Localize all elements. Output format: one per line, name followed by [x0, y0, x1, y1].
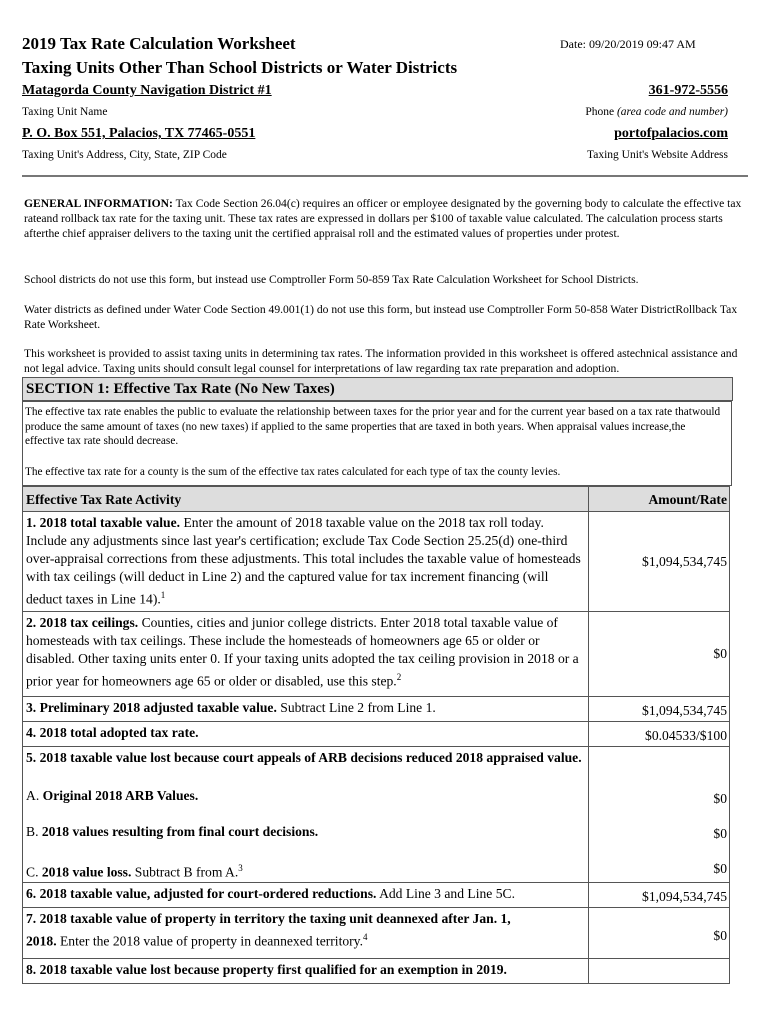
table-row — [22, 611, 730, 697]
phone-number: 361-972-5556 — [648, 83, 728, 98]
section-1-intro-county: The effective tax rate for a county is the sum of the effective tax rates calculated for each type of tax the county levies. — [25, 466, 561, 478]
address-label: Taxing Unit's Address, City, State, ZIP Code — [22, 149, 227, 161]
table-row — [22, 882, 730, 908]
line-4-description: 4. 2018 total adopted tax rate. — [23, 722, 589, 746]
taxing-unit-address: P. O. Box 551, Palacios, TX 77465-0551 — [22, 126, 256, 141]
line-6-description: 6. 2018 taxable value, adjusted for court-ordered reductions. Add Line 3 and Line 5C. — [23, 883, 589, 907]
line-5b-description: B. 2018 values resulting from final court decisions. — [26, 824, 319, 839]
table-header — [22, 486, 730, 512]
line-6-amount: $1,094,534,745 — [642, 889, 727, 904]
column-activity: Effective Tax Rate Activity — [23, 487, 589, 511]
worksheet-disclaimer: This worksheet is provided to assist taxing units in determining tax rates. The information provided in this worksheet is offered astechnical assistance and not legal advice. Taxing units should consult legal counsel for interpretations of law regarding tax rate preparation and adoption. — [24, 347, 738, 375]
line-5a-amount: $0 — [713, 791, 727, 806]
phone-label: Phone (area code and number) — [585, 106, 728, 118]
taxing-unit-name-label: Taxing Unit Name — [22, 106, 108, 118]
table-row — [22, 746, 730, 883]
table-row — [22, 511, 730, 612]
table-row — [22, 696, 730, 722]
line-5c-amount: $0 — [713, 861, 727, 876]
line-5b-amount: $0 — [713, 826, 727, 841]
line-3-description: 3. Preliminary 2018 adjusted taxable value. Subtract Line 2 from Line 1. — [23, 697, 589, 721]
line-1-description: 1. 2018 total taxable value. Enter the amount of 2018 taxable value on the 2018 tax roll today. Include any adjustments since last year's certification; exclude Tax Code Section 25.25(d) one-third over-appraisal corrections from these adjustments. This total includes the taxable value of homesteads with tax ceilings (will deduct in Line 2) and the captured value for tax increment financing (will deduct taxes in Line 14).$^1$ — [23, 512, 589, 611]
table-row — [22, 958, 730, 984]
website-link[interactable]: portofpalacios.com — [614, 126, 728, 141]
section-1-intro: The effective tax rate enables the public to evaluate the relationship between taxes for the prior year and for the current year based on a tax rate thatwould produce the same amount of taxes (no new taxes) if applied to the same properties that are taxed in both years. When appraisal values increase,the effective tax rate should decrease. — [25, 406, 721, 447]
website-label: Taxing Unit's Website Address — [587, 149, 728, 161]
line-8-description: 8. 2018 taxable value lost because property first qualified for an exemption in 2019. — [23, 959, 589, 983]
line-4-amount: $0.04533/$100 — [645, 728, 727, 743]
form-date: Date: 09/20/2019 09:47 AM — [560, 37, 696, 51]
line-3-amount: $1,094,534,745 — [642, 703, 727, 718]
line-7-amount: $0 — [713, 928, 727, 943]
school-districts-note: School districts do not use this form, but instead use Comptroller Form 50-859 Tax Rate Calculation Worksheet for School Districts. — [24, 273, 639, 286]
line-5-description: 5. 2018 taxable value lost because court appeals of ARB decisions reduced 2018 appraised value. — [23, 747, 589, 882]
form-subtitle: Taxing Units Other Than School Districts or Water Districts — [22, 58, 458, 77]
line-2-amount: $0 — [713, 646, 727, 661]
line-5a-description: A. Original 2018 ARB Values. — [26, 788, 199, 803]
line-2-description: 2. 2018 tax ceilings. Counties, cities and junior college districts. Enter 2018 total taxable value of homesteads with tax ceilings. These include the homesteads of homeowners age 65 or older or disabled. Other taxing units enter 0. If your taxing units adopted the tax ceiling provision in 2018 or a prior year for homeowners age 65 or older or disabled, use this step.$^2$ — [23, 612, 589, 696]
divider — [22, 175, 748, 177]
section-1-heading: SECTION 1: Effective Tax Rate (No New Taxes) — [22, 377, 733, 401]
column-amount: Amount/Rate — [648, 492, 727, 507]
line-5c-description: C. 2018 value loss. Subtract B from A.$^3$ — [26, 863, 243, 880]
table-row — [22, 721, 730, 747]
line-7-description: 7. 2018 taxable value of property in territory the taxing unit deannexed after Jan. 1, 2018. Enter the 2018 value of property in deannexed territory.$^4$ — [23, 908, 589, 958]
taxing-unit-name: Matagorda County Navigation District #1 — [22, 83, 272, 98]
line-1-amount: $1,094,534,745 — [642, 554, 727, 569]
water-districts-note: Water districts as defined under Water Code Section 49.001(1) do not use this form, but instead use Comptroller Form 50-858 Water DistrictRollback Tax Rate Worksheet. — [24, 303, 738, 331]
form-title: 2019 Tax Rate Calculation Worksheet — [22, 34, 296, 53]
table-row — [22, 907, 730, 959]
general-info-paragraph: GENERAL INFORMATION: Tax Code Section 26.04(c) requires an officer or employee designated by the governing body to calculate the effective tax rateand rollback tax rate for the taxing unit. These tax rates are expressed in dollars per $100 of taxable value calculated. The calculation process starts afterthe chief appraiser delivers to the taxing unit the certified appraisal roll and the estimated values of properties under protest. — [24, 197, 742, 240]
